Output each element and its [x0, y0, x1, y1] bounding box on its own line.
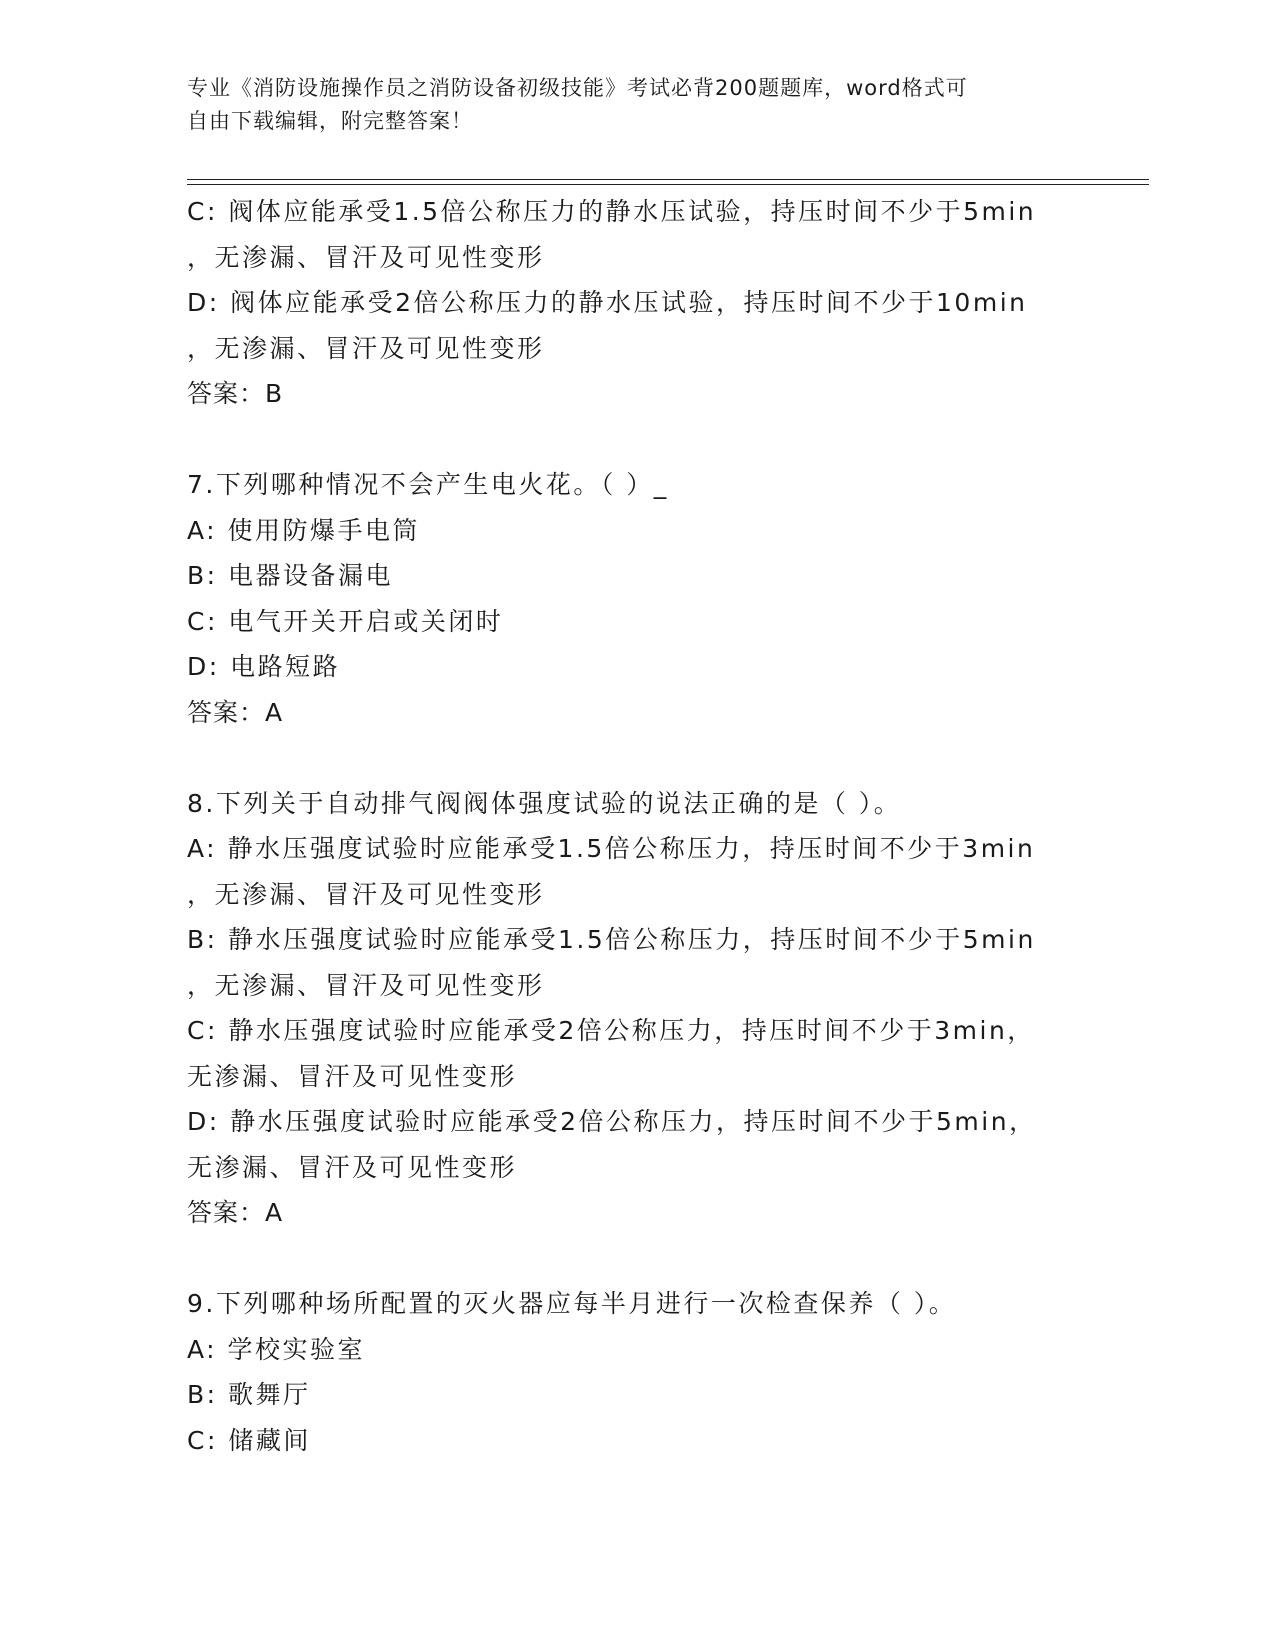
q7-stem: 7.下列哪种情况不会产生电火花。（ ）_	[187, 470, 669, 499]
q7-option-b: B: 电器设备漏电	[187, 561, 394, 590]
q8-option-d-line2: 无渗漏、冒汗及可见性变形	[187, 1152, 518, 1182]
q8-option-a-line1: A: 静水压强度试验时应能承受1.5倍公称压力，持压时间不少于3min	[187, 834, 1036, 863]
document-header	[187, 72, 1087, 138]
q7-option-d: D: 电路短路	[187, 652, 341, 681]
header-line-1: 专业《消防设施操作员之消防设备初级技能》考试必背200题题库，word格式可	[187, 76, 968, 100]
q8-option-c-line1: C: 静水压强度试验时应能承受2倍公称压力，持压时间不少于3min，	[187, 1016, 1035, 1045]
q7-option-a: A: 使用防爆手电筒	[187, 515, 421, 545]
q7-answer: 答案：A	[187, 697, 284, 727]
header-line-2: 自由下载编辑，附完整答案！	[187, 109, 473, 133]
q8-option-b-line1: B: 静水压强度试验时应能承受1.5倍公称压力，持压时间不少于5min	[187, 925, 1036, 954]
q8-option-b-line2: ，无渗漏、冒汗及可见性变形	[187, 970, 545, 1000]
q8-option-a-line2: ，无渗漏、冒汗及可见性变形	[187, 879, 545, 909]
q9-option-c: C: 储藏间	[187, 1425, 311, 1455]
question-content	[187, 189, 1147, 1463]
q6-option-c-line2: ，无渗漏、冒汗及可见性变形	[187, 242, 545, 272]
spacer	[187, 735, 1147, 781]
q8-option-c-line2: 无渗漏、冒汗及可见性变形	[187, 1061, 518, 1091]
q6-option-d-line2: ，无渗漏、冒汗及可见性变形	[187, 333, 545, 363]
q8-option-d-line1: D: 静水压强度试验时应能承受2倍公称压力，持压时间不少于5min，	[187, 1107, 1037, 1136]
q6-answer: 答案：B	[187, 379, 284, 408]
q9-option-a: A: 学校实验室	[187, 1334, 366, 1364]
q7-option-c: C: 电气开关开启或关闭时	[187, 606, 504, 636]
q8-stem: 8.下列关于自动排气阀阀体强度试验的说法正确的是（ ）。	[187, 788, 902, 818]
header-divider-top	[187, 179, 1149, 180]
header-divider-bottom	[187, 184, 1149, 185]
spacer	[187, 417, 1147, 463]
q9-stem: 9.下列哪种场所配置的灭火器应每半月进行一次检查保养（ ）。	[187, 1289, 957, 1318]
q8-answer: 答案：A	[187, 1198, 284, 1227]
q6-option-d-line1: D: 阀体应能承受2倍公称压力的静水压试验，持压时间不少于10min	[187, 288, 1028, 317]
spacer	[187, 1236, 1147, 1282]
q9-option-b: B: 歌舞厅	[187, 1380, 311, 1409]
q6-option-c-line1: C: 阀体应能承受1.5倍公称压力的静水压试验，持压时间不少于5min	[187, 197, 1037, 226]
